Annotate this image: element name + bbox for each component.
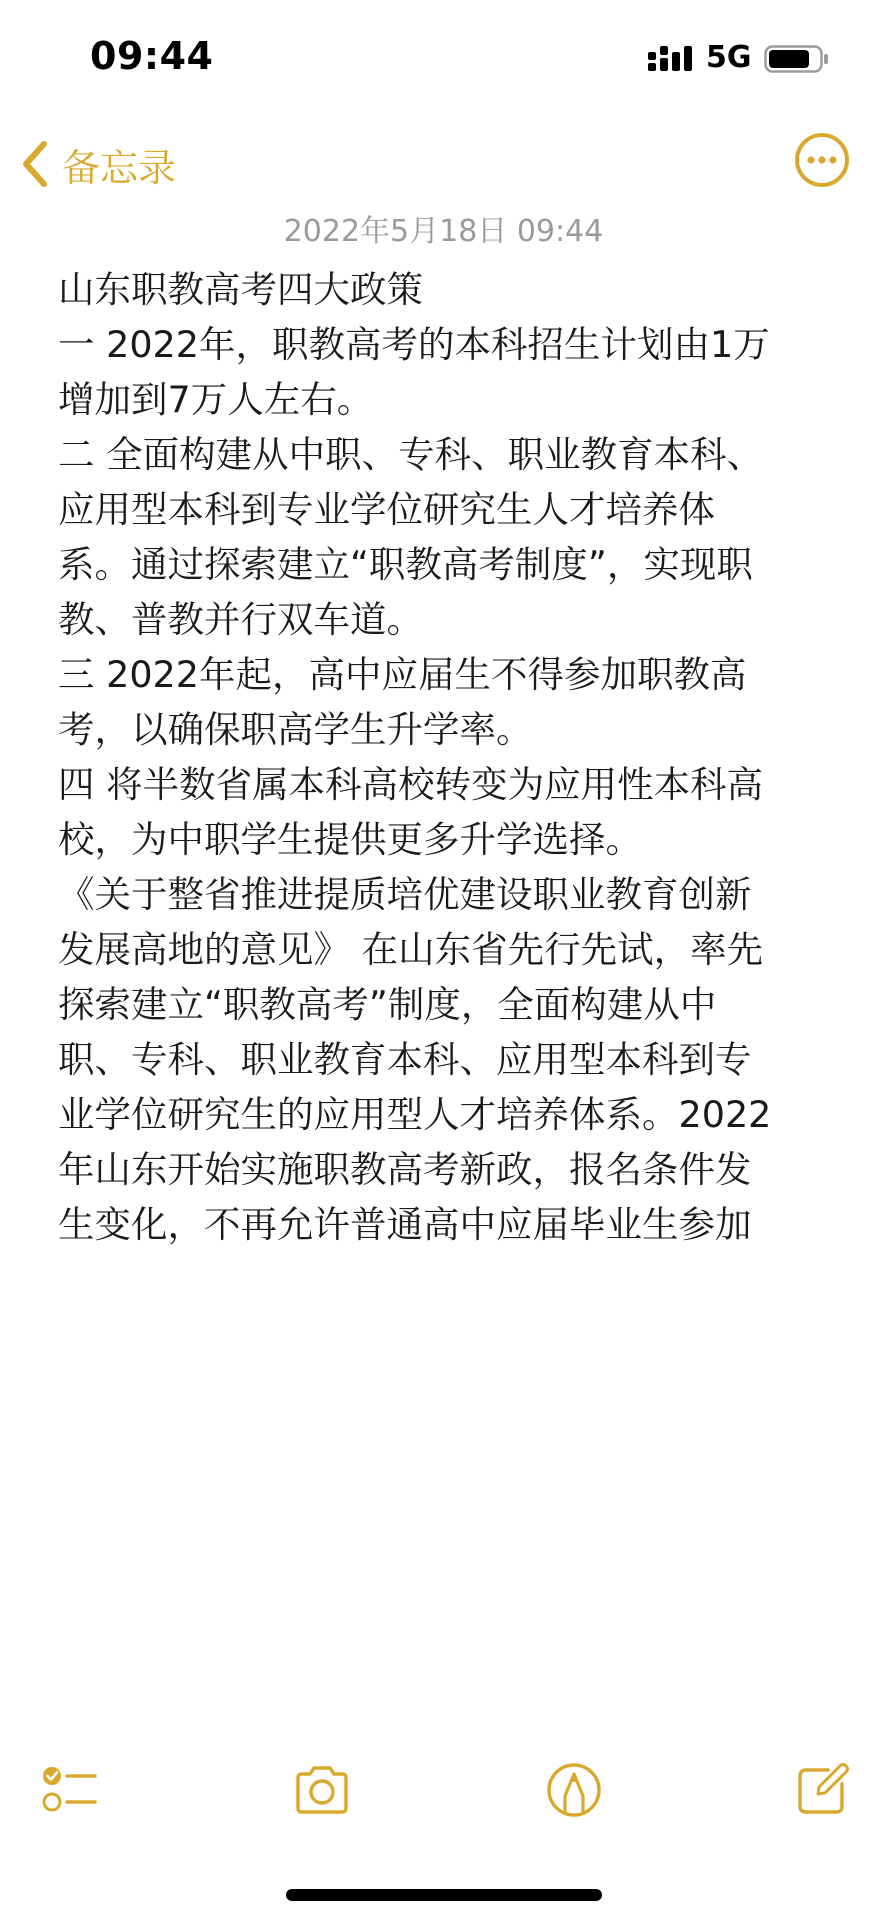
checklist-icon[interactable] xyxy=(40,1760,100,1820)
home-indicator[interactable] xyxy=(286,1889,602,1901)
note-line: 业学位研究生的应用型人才培养体系。2022 xyxy=(58,1093,772,1136)
battery-icon xyxy=(764,45,830,73)
note-line: 应用型本科到专业学位研究生人才培养体 xyxy=(58,488,715,531)
note-line: 山东职教高考四大政策 xyxy=(58,268,423,311)
compose-icon[interactable] xyxy=(792,1760,852,1820)
note-line: 增加到7万人左右。 xyxy=(58,378,374,421)
ellipsis-circle-icon[interactable] xyxy=(794,132,850,188)
note-date: 2022年5月18日 09:44 xyxy=(283,214,604,249)
status-time: 09:44 xyxy=(90,34,214,78)
note-line: 职、专科、职业教育本科、应用型本科到专 xyxy=(58,1038,752,1081)
note-line: 系。通过探索建立“职教高考制度”，实现职 xyxy=(58,543,753,586)
navigation-bar xyxy=(0,120,887,210)
note-line: 三 2022年起，高中应届生不得参加职教高 xyxy=(58,653,747,696)
status-bar xyxy=(0,0,887,120)
note-line: 探索建立“职教高考”制度，全面构建从中 xyxy=(58,983,717,1026)
note-line: 一 2022年，职教高考的本科招生计划由1万 xyxy=(58,323,770,366)
note-line: 教、普教并行双车道。 xyxy=(58,598,423,641)
markup-pen-icon[interactable] xyxy=(544,1760,604,1820)
chevron-left-icon xyxy=(18,138,52,190)
network-type: 5G xyxy=(706,40,752,75)
note-line: 四 将半数省属本科高校转变为应用性本科高 xyxy=(58,763,764,806)
camera-icon[interactable] xyxy=(292,1760,352,1820)
note-line: 校，为中职学生提供更多升学选择。 xyxy=(58,818,642,861)
bottom-toolbar xyxy=(0,1760,887,1830)
note-line: 《关于整省推进提质培优建设职业教育创新 xyxy=(58,873,752,916)
note-line: 二 全面构建从中职、专科、职业教育本科、 xyxy=(58,433,764,476)
note-line: 生变化，不再允许普通高中应届毕业生参加 xyxy=(58,1203,752,1246)
note-line: 发展高地的意见》 在山东省先行先试，率先 xyxy=(58,928,764,971)
back-button-label: 备忘录 xyxy=(62,145,177,190)
note-line: 年山东开始实施职教高考新政，报名条件发 xyxy=(58,1148,752,1191)
cellular-signal-icon xyxy=(648,44,694,74)
note-body[interactable] xyxy=(58,262,828,1252)
back-button[interactable] xyxy=(18,134,176,194)
note-line: 考，以确保职高学生升学率。 xyxy=(58,708,533,751)
